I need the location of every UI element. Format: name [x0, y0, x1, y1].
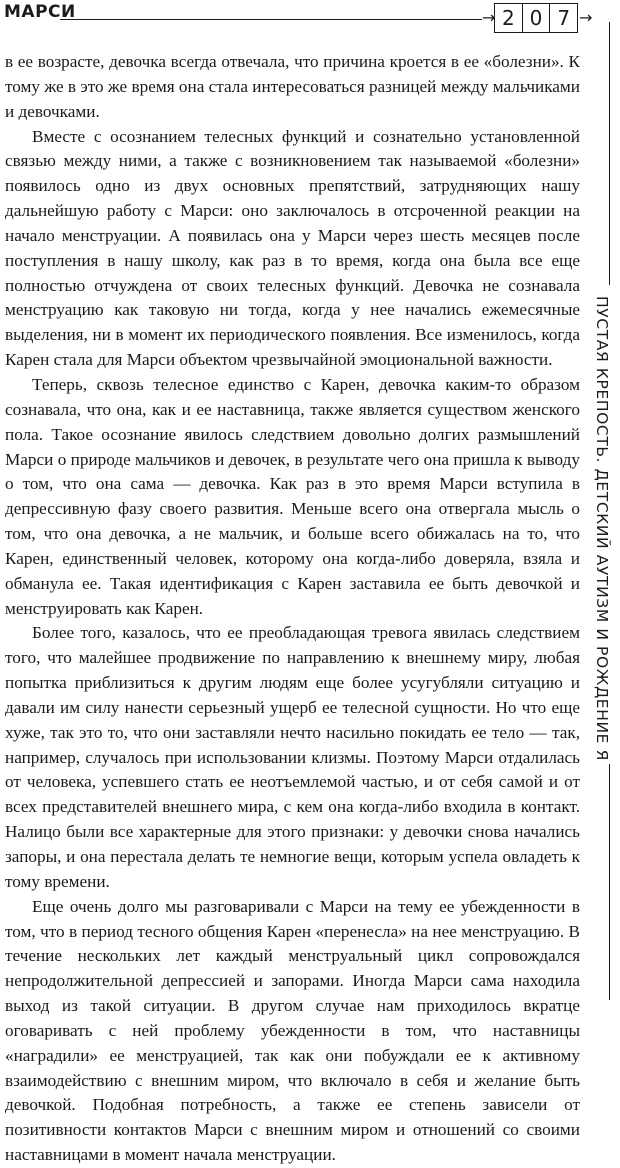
paragraph: в ее возрасте, девочка всегда отвечала, что причина кроется в ее «болезни». К тому же в это же время она стала интересоваться разницей между мальчиками и девочками. [5, 52, 580, 121]
arrow-right-icon: → [482, 8, 496, 27]
arrow-right-icon: → [579, 8, 593, 27]
running-title: МАРСИ [4, 2, 76, 22]
page-number-digit: 7 [557, 6, 571, 30]
side-book-title: ПУСТАЯ КРЕПОСТЬ. ДЕТСКИЙ АУТИЗМ И РОЖДЕНИЕ Я [593, 296, 611, 761]
side-rule-bottom [609, 764, 610, 1000]
paragraph: Еще очень долго мы разговаривали с Марси на тему ее убежденности в том, что в период тесного общения Карен «перенесла» на нее менструацию. В течение нескольких лет каждый менструальный цикл сопровождался непродолжительной депрессией и запорами. Иногда Марси сама находила выход из такой ситуации. В другом случае нам приходилось вкратце оговаривать с ней проблему убежденности в том, что наставницы «наградили» ее менструацией, так как они побуждали ее к активному взаимодействию с внешним миром, что включало в себя и желание быть девочкой. Подобная потребность, а также ее степень зависели от позитивности контактов Марси с внешним миром и отношений со своими наставницами в момент начала менструации. [5, 896, 580, 1165]
page-number-digit: 0 [523, 4, 551, 32]
page-number-digit: 2 [495, 4, 523, 32]
paragraph: Более того, казалось, что ее преобладающая тревога явилась следствием того, что малейшее продвижение по направлению к внешнему миру, любая попытка приблизиться к другим людям еще более усугубляли ситуацию и давали им силу нанести серьезный ущерб ее телесной сущности. Но что еще хуже, так это то, что они заставляли нечто насильно покидать ее тело — так, например, случалось при использовании клизмы. Поэтому Марси отдалилась от человека, успевшего стать ее неотъемлемой частью, и от себя самой и от всех представителей внешнего мира, с кем она когда-либо входила в контакт. Налицо были все характерные для этого признаки: у девочки снова начались запоры, и она перестала делать те немногие вещи, которым успела овладеть к тому времени. [5, 623, 580, 891]
body-text [5, 50, 580, 1168]
page-number [494, 3, 578, 33]
header-rule [60, 19, 482, 20]
paragraph: Теперь, сквозь телесное единство с Карен, девочка каким-то образом сознавала, что она, как и ее наставница, также является существом женского пола. Такое осознание явилось следствием довольно долгих размышлений Марси о природе мальчиков и девочек, в результате чего она пришла к выводу о том, что она сама — девочка. Как раз в это время Марси вступила в депрессивную фазу своего развития. Меньше всего она отвергала мысль о том, что она девочка, а не мальчик, и больше всего обижалась на то, что Карен, единственный человек, которому она когда-либо доверяла, взяла и обманула ее. Такая идентификация с Карен заставила ее быть девочкой и менструировать как Карен. [5, 374, 580, 618]
side-rule-top [609, 22, 610, 285]
paragraph: Вместе с осознанием телесных функций и сознательно установленной связью между ними, а также с возникновением так называемой «болезни» появилось одно из двух основных препятствий, затрудняющих нашу дальнейшую работу с Марси: оно заключалось в отсроченной реакции на начало менструации. А появилась она у Марси через шесть месяцев после поступления в нашу школу, как раз в то время, когда она была все еще полностью отчуждена от своих телесных функций. Девочка не сознавала менструацию как таковую ни тогда, когда у нее начались ежемесячные выделения, ни в момент их периодического появления. Все изменилось, когда Карен стала для Марси объектом чрезвычайной эмоциональной важности. [5, 126, 580, 370]
